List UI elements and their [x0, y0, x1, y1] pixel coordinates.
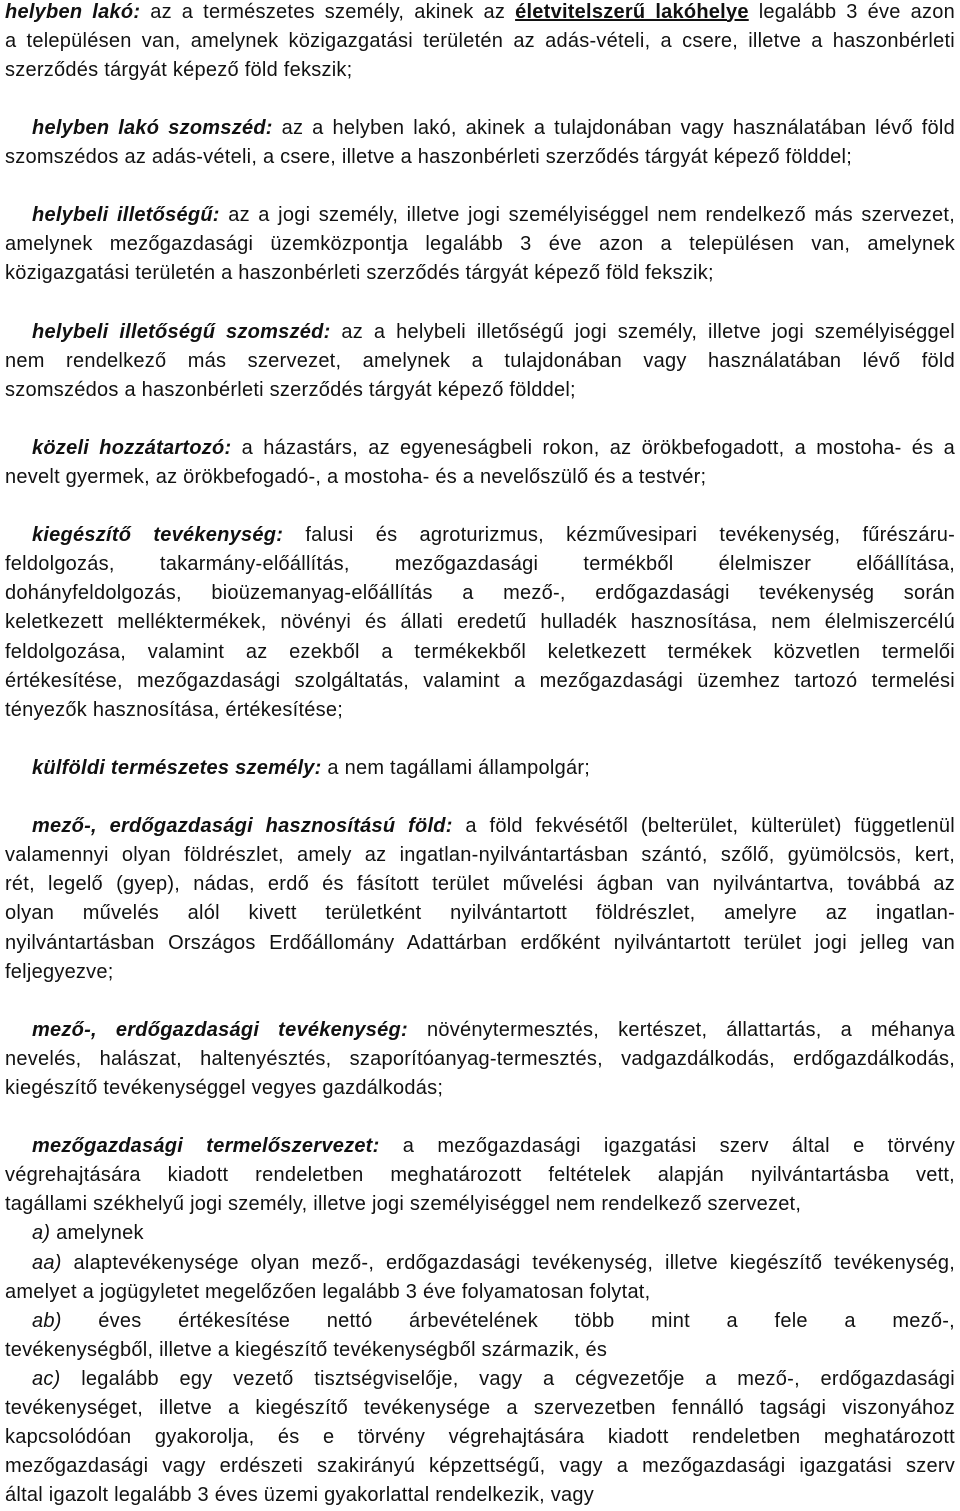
definition-paragraph [5, 0, 955, 85]
text-line [5, 27, 955, 56]
list-item-label: aa) [32, 1251, 62, 1274]
text-run: keletkezett melléktermékek, növényi és állati eredetű hulladék hasznosítása, nem élelmiszercélú [5, 611, 955, 634]
text-line [5, 521, 955, 550]
text-run: az a helyben lakó, akinek a tulajdonában vagy használatában lévő föld [272, 116, 955, 139]
text-run: által igazolt legalább 3 éves üzemi gyakorlattal rendelkezik, vagy [5, 1484, 595, 1507]
text-line [5, 754, 955, 783]
paragraph-block [5, 1307, 955, 1365]
paragraph-block [5, 114, 955, 172]
text-run: legalább egy vezető tisztségviselője, vagy a cégvezetője a mező-, erdőgazdasági [60, 1367, 955, 1390]
text-run: szomszédos a haszonbérleti szerződés tárgyát képező földdel; [5, 378, 576, 401]
text-run: olyan művelés alól kivett területként nyilvántartott földrészlet, amelyre az ingatlan- [5, 902, 955, 925]
text-run: kapcsolódóan gyakorolja, és e törvény végrehajtására kiadott rendeletben meghatározott [5, 1426, 955, 1449]
text-line [5, 347, 955, 376]
text-run: a településen van, amelynek közigazgatási területén az adás-vételi, a csere, illetve a haszonbérleti [5, 29, 955, 52]
definition-paragraph [5, 754, 955, 783]
definition-link[interactable]: életvitelszerű lakóhelye [515, 0, 749, 23]
text-run: közigazgatási területén a haszonbérleti szerződés tárgyát képező föld fekszik; [5, 262, 714, 285]
text-line [5, 608, 955, 637]
text-run: alaptevékenysége olyan mező-, erdőgazdasági tevékenység, illetve kiegészítő tevékenység, [61, 1251, 955, 1274]
text-line [5, 1481, 955, 1510]
text-run: feldolgozása, valamint az ezekből a termékekből keletkezett termékek közvetlen termelői [5, 640, 955, 663]
text-line [5, 1190, 955, 1219]
definition-term: mező-, erdőgazdasági tevékenység: [32, 1018, 408, 1041]
text-line [5, 230, 955, 259]
text-line [5, 1452, 955, 1481]
definition-paragraph [5, 114, 955, 172]
definition-paragraph [5, 812, 955, 987]
text-run: éves értékesítése nettó árbevételének több mint a fele a mező-, [61, 1309, 955, 1332]
text-run: szerződés tárgyát képező föld fekszik; [5, 58, 353, 81]
text-line [5, 579, 955, 608]
text-line [5, 929, 955, 958]
text-run: mezőgazdasági vagy erdészeti szakirányú képzettségű, vagy a mezőgazdasági igazgatási szerv [5, 1455, 955, 1478]
text-run: a házastárs, az egyeneságbeli rokon, az örökbefogadott, a mostoha- és a [231, 436, 955, 459]
text-run: nevelt gyermek, az örökbefogadó-, a mostoha- és a nevelőszülő és a testvér; [5, 466, 707, 488]
paragraph-block [5, 754, 955, 783]
text-line [5, 376, 955, 405]
text-run: tagállami székhelyű jogi személy, illetve jogi személyiséggel nem rendelkező szervezet, [5, 1193, 802, 1216]
definition-term: mező-, erdőgazdasági hasznosítású föld: [32, 815, 453, 838]
list-item-label: a) [32, 1222, 51, 1245]
paragraph-block [5, 1219, 955, 1248]
list-item-label: ac) [32, 1367, 61, 1390]
text-run: szomszédos az adás-vételi, a csere, illetve a haszonbérleti szerződés tárgyát képező földdel; [5, 145, 853, 168]
text-run: tevékenységből, illetve a kiegészítő tevékenységből származik, és [5, 1338, 608, 1361]
text-run: feljegyezve; [5, 960, 114, 983]
definition-term: kiegészítő tevékenység: [32, 524, 284, 547]
text-run: a nem tagállami állampolgár; [321, 756, 591, 779]
definition-term: mezőgazdasági termelőszervezet: [32, 1135, 380, 1158]
definition-term: helyben lakó szomszéd: [32, 116, 273, 139]
text-line [5, 638, 955, 667]
definition-term: külföldi természetes személy: [32, 756, 322, 779]
text-line [5, 114, 955, 143]
text-line [5, 1365, 955, 1394]
text-run: az a jogi személy, illetve jogi személyiséggel nem rendelkező más szervezet, [219, 204, 955, 227]
text-line [5, 463, 955, 492]
text-line [5, 56, 955, 85]
text-line [5, 318, 955, 347]
text-run: legalább 3 éve azon [748, 0, 956, 23]
text-run: valamennyi olyan földrészlet, amely az ingatlan-nyilvántartásban szántó, szőlő, gyümölcsös, kert, [5, 844, 955, 867]
text-line [5, 1307, 955, 1336]
text-line [5, 667, 955, 696]
definition-term: helybeli illetőségű szomszéd: [32, 320, 331, 343]
text-run: amelynek [50, 1222, 144, 1245]
definition-paragraph [5, 521, 955, 725]
text-run: dohányfeldolgozás, bioüzemanyag-előállítás a mező-, erdőgazdasági tevékenység során [5, 582, 955, 605]
text-line [5, 899, 955, 928]
text-line [5, 1132, 955, 1161]
definition-paragraph [5, 434, 955, 492]
text-run: rét, legelő (gyep), nádas, erdő és fásított terület művelési ágban van nyilvántartva, továbbá az [5, 873, 955, 896]
definition-paragraph [5, 201, 955, 288]
list-item-label: ab) [32, 1309, 62, 1332]
text-line [5, 1423, 955, 1452]
text-line [5, 0, 955, 27]
text-line [5, 870, 955, 899]
definition-term: közeli hozzátartozó: [32, 436, 232, 459]
definition-paragraph [5, 318, 955, 405]
text-line [5, 143, 955, 172]
definition-paragraph [5, 1016, 955, 1103]
text-line [5, 1249, 955, 1278]
paragraph-block [5, 521, 955, 725]
document-page [5, 0, 955, 1510]
paragraph-block [5, 1016, 955, 1103]
text-line [5, 259, 955, 288]
text-run: kiegészítő tevékenységgel vegyes gazdálkodás; [5, 1076, 444, 1099]
definition-term: helybeli illetőségű: [32, 204, 220, 227]
text-run: amelynek mezőgazdasági üzemközpontja legalább 3 éve azon a településen van, amelynek [5, 233, 955, 256]
text-run: értékesítése, mezőgazdasági szolgáltatás, valamint a mezőgazdasági üzemhez tartozó termelési [5, 669, 955, 692]
text-line [5, 812, 955, 841]
text-run: tényezők hasznosítása, értékesítése; [5, 698, 344, 721]
paragraph-block [5, 434, 955, 492]
text-line [5, 1016, 955, 1045]
paragraph-block [5, 1365, 955, 1510]
text-run: nyilvántartásban Országos Erdőállomány Adattárban erdőként nyilvántartott terület jogi jelleg van [5, 931, 955, 954]
text-line [5, 1161, 955, 1190]
text-line [5, 1394, 955, 1423]
text-line [5, 201, 955, 230]
definition-paragraph [5, 1132, 955, 1510]
text-run: amelyet a jogügyletet megelőzően legalább 3 éve folyamatosan folytat, [5, 1280, 651, 1303]
paragraph-block [5, 318, 955, 405]
text-line [5, 1278, 955, 1307]
text-run: az a helybeli illetőségű jogi személy, illetve jogi személyiséggel [330, 320, 955, 343]
text-line [5, 1074, 955, 1103]
text-line [5, 1219, 955, 1248]
paragraph-block [5, 1249, 955, 1307]
text-line [5, 1336, 955, 1365]
text-run: tevékenységet, illetve a kiegészítő tevékenysége a szervezetben fennálló tagsági viszonyához [5, 1397, 955, 1419]
text-run: falusi és agroturizmus, kézművesipari tevékenység, fűrészáru- [283, 524, 955, 547]
text-run: növénytermesztés, kertészet, állattartás, a méhanya [407, 1018, 956, 1041]
text-run: a mezőgazdasági igazgatási szerv által e törvény [379, 1135, 955, 1158]
text-run: az a természetes személy, akinek az [140, 0, 516, 23]
text-run: végrehajtására kiadott rendeletben meghatározott feltételek alapján nyilvántartásba vett, [5, 1164, 955, 1187]
text-run: feldolgozás, takarmány-előállítás, mezőgazdasági termékből élelmiszer előállítása, [5, 553, 955, 576]
paragraph-block [5, 201, 955, 288]
text-line [5, 696, 955, 725]
paragraph-block [5, 1132, 955, 1219]
paragraph-block [5, 812, 955, 987]
text-run: nevelés, halászat, haltenyésztés, szaporítóanyag-termesztés, vadgazdálkodás, erdőgazdálkodás, [5, 1047, 955, 1070]
text-line [5, 841, 955, 870]
text-run: a föld fekvésétől (belterület, külterület) függetlenül [452, 815, 955, 838]
text-line [5, 1045, 955, 1074]
text-line [5, 550, 955, 579]
text-line [5, 958, 955, 987]
text-run: nem rendelkező más szervezet, amelynek a tulajdonában vagy használatában lévő föld [5, 349, 955, 372]
text-line [5, 434, 955, 463]
paragraph-block [5, 0, 955, 85]
definition-term: helyben lakó: [5, 0, 141, 23]
